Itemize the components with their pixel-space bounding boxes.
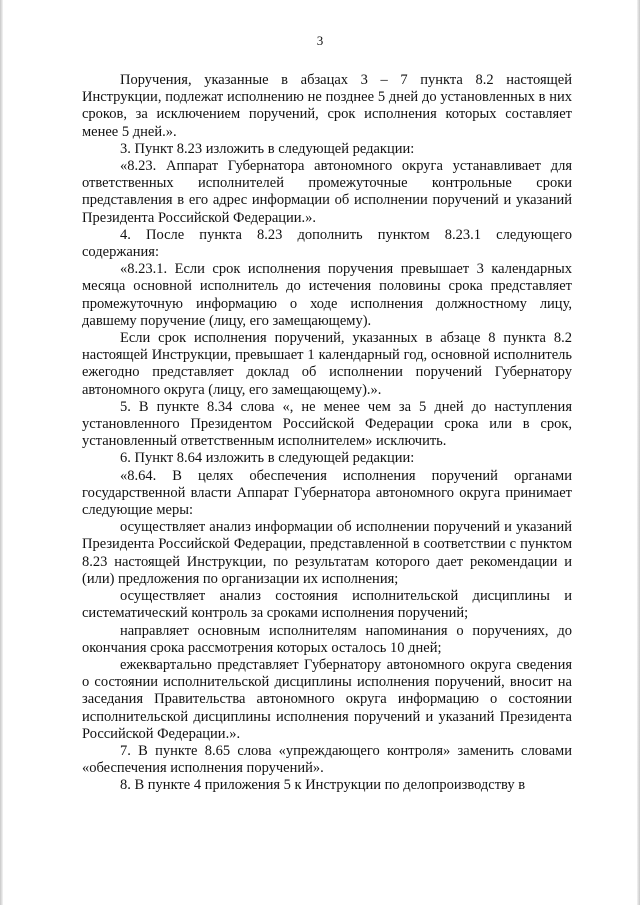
paragraph-10: осуществляет анализ информации об исполнении поручений и указаний Президента Российской Федерации, представленной в соответствии с пунктом 8.23 настоящей Инструкции, по результатам которого дает рекомендации и (или) предложения по организации их исполнения; bbox=[82, 519, 572, 587]
paragraph-3: «8.23. Аппарат Губернатора автономного округа устанавливает для ответственных исполнителей промежуточные контрольные сроки представления в его адрес информации об исполнении поручений и указаний Президента Российской Федерации.». bbox=[82, 158, 572, 226]
paragraph-5: «8.23.1. Если срок исполнения поручения превышает 3 календарных месяца основной исполнитель до истечения половины срока представляет промежуточную информацию о ходе исполнения должностному лицу, давшему поручение (лицу, его замещающему). bbox=[82, 261, 572, 329]
document-body bbox=[82, 72, 572, 795]
paragraph-11: осуществляет анализ состояния исполнительской дисциплины и систематический контроль за сроками исполнения поручений; bbox=[82, 588, 572, 622]
paragraph-6: Если срок исполнения поручений, указанных в абзаце 8 пункта 8.2 настоящей Инструкции, превышает 1 календарный год, основной исполнитель ежегодно представляет доклад об исполнении поручений Губернатору автономного округа (лицу, его замещающему).». bbox=[82, 330, 572, 398]
paragraph-13: ежеквартально представляет Губернатору автономного округа сведения о состоянии исполнительской дисциплины исполнения поручений, вносит на заседания Правительства автономного округа информацию о состоянии исполнительской дисциплины исполнения поручений и указаний Президента Российской Федерации.». bbox=[82, 656, 572, 742]
paragraph-8: 6. Пункт 8.64 изложить в следующей редакции: bbox=[120, 450, 415, 467]
paragraph-9: «8.64. В целях обеспечения исполнения поручений органами государственной власти Аппарат Губернатора автономного округа принимает следующие меры: bbox=[82, 467, 572, 519]
paragraph-15: 8. В пункте 4 приложения 5 к Инструкции по делопроизводству в bbox=[120, 777, 526, 794]
paragraph-2: 3. Пункт 8.23 изложить в следующей редакции: bbox=[120, 140, 415, 157]
paragraph-4: 4. После пункта 8.23 дополнить пунктом 8.23.1 следующего содержания: bbox=[82, 226, 572, 261]
paragraph-14: 7. В пункте 8.65 слова «упреждающего контроля» заменить словами «обеспечения исполнения поручений». bbox=[82, 742, 572, 777]
paragraph-1: Поручения, указанные в абзацах 3 – 7 пункта 8.2 настоящей Инструкции, подлежат исполнению не позднее 5 дней до установленных в них сроков, за исключением поручений, срок исполнения которых составляет менее 5 дней.». bbox=[82, 72, 572, 140]
scan-edge-left bbox=[0, 0, 3, 905]
paragraph-7: 5. В пункте 8.34 слова «, не менее чем за 5 дней до наступления установленного Президентом Российской Федерации срока или в срок, установленный ответственным исполнителем» исключить. bbox=[82, 398, 572, 450]
page-number: 3 bbox=[316, 33, 324, 48]
paragraph-12: направляет основным исполнителям напоминания о поручениях, до окончания срока рассмотрения которых осталось 10 дней; bbox=[82, 622, 572, 656]
